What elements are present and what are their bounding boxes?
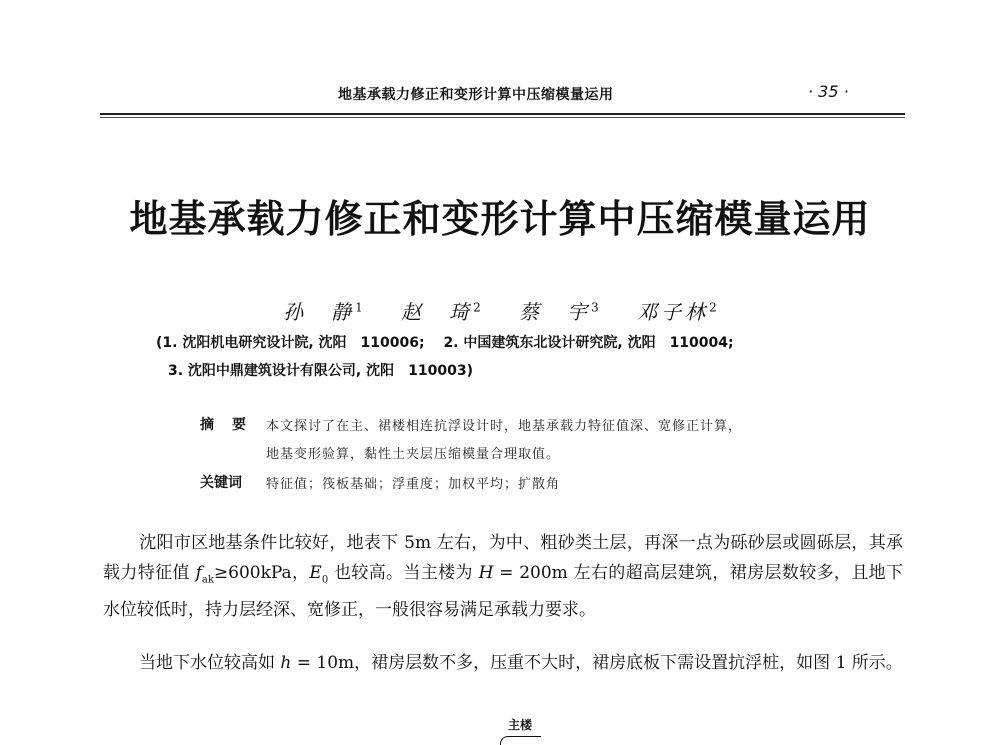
abstract-line-1: 本文探讨了在主、裙楼相连抗浮设计时，地基承载力特征值深、宽修正计算， [266,419,743,434]
paper-title: 地基承载力修正和变形计算中压缩模量运用 [129,196,871,241]
page-number: · 35 · [808,82,849,101]
body-paragraph-2: 当地下水位较高如 h = 10m，裙房层数不多，压重不大时，裙房底板下需设置抗浮桩，如图 1 所示。 [139,653,903,673]
affiliation-line-1: (1. 沈阳机电研究设计院, 沈阳 110006; 2. 中国建筑东北设计研究院, 沈阳 110004; [156,335,734,351]
author: 蔡 宇$^3$ [519,300,599,324]
header-rule-thick [100,113,905,115]
abstract-label: 摘 要 [200,417,248,433]
affiliation-line-2: 3. 沈阳中鼎建筑设计有限公司, 沈阳 110003) [168,363,473,379]
author: 邓子林$^2$ [637,300,717,324]
running-header-title: 地基承载力修正和变形计算中压缩模量运用 [338,87,614,103]
body-paragraph-1: 沈阳市区地基条件比较好，地表下 5m 左右，为中、粗砂类土层，再深一点为砾砂层或圆砾层，其承载力特征值 $f_{ak}\ge 600kPa$，$E_0$ 也较高。当主楼为 H = 200m 左右的超高层建筑，裙房层数较多，且地下水位较低时，持力层经深、宽修正，一般很容易满足承载力要求。 [103,533,904,621]
author: 孙 静$^1$ [283,300,363,324]
keywords-text: 特征值；筏板基础；浮重度；加权平均；扩散角 [266,477,561,492]
author: 赵 琦$^2$ [401,300,481,324]
figure-label: 主楼 [508,718,533,732]
author-list [0,296,1000,325]
running-header [100,84,900,108]
abstract-line-2: 地基变形验算，黏性土夹层压缩模量合理取值。 [266,447,561,462]
header-rule-thin [100,117,905,118]
keywords-label: 关键词 [200,475,242,491]
